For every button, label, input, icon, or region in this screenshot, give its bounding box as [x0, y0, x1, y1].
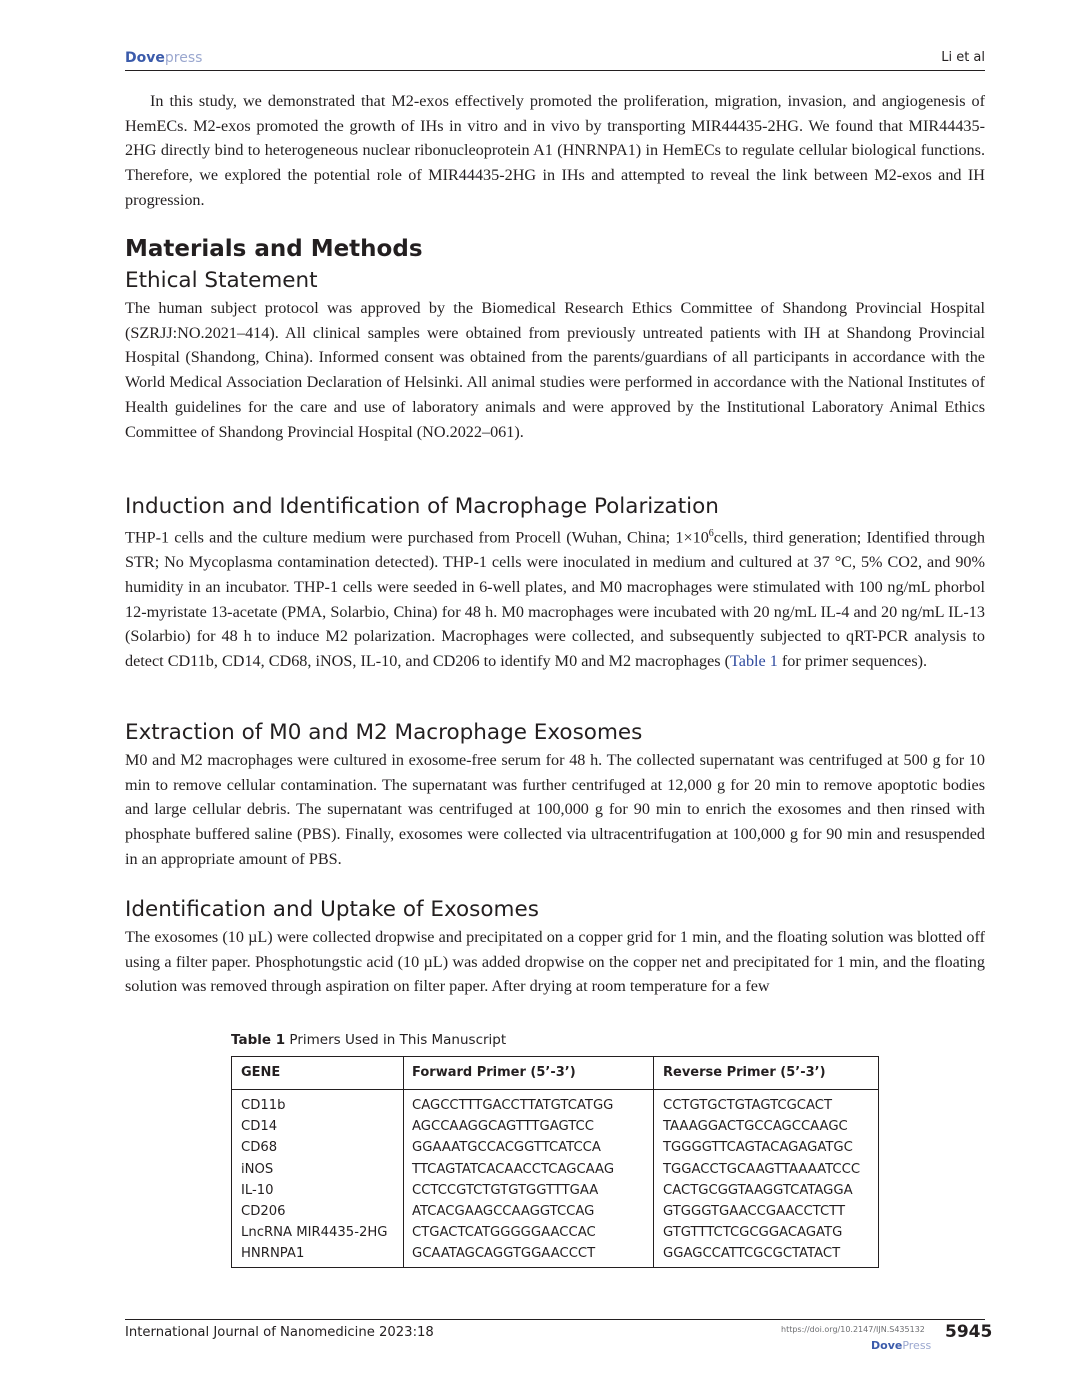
- doi-link[interactable]: https://doi.org/10.2147/IJN.S435132: [781, 1325, 925, 1334]
- table-cell-reverse: TGGACCTGCAAGTTAAAATCCC: [663, 1161, 861, 1177]
- subheading-uptake: Identification and Uptake of Exosomes: [125, 897, 539, 922]
- table-header-forward: Forward Primer (5’-3’): [412, 1065, 576, 1080]
- page-number: 5945: [945, 1322, 993, 1342]
- section-heading-materials-methods: Materials and Methods: [125, 236, 423, 262]
- table-cell-gene: IL-10: [241, 1182, 274, 1198]
- table-cell-reverse: GTGGGTGAACCGAACCTCTT: [663, 1204, 846, 1220]
- footer-publisher-logo: [871, 1339, 931, 1352]
- subheading-induction: Induction and Identification of Macrophage Polarization: [125, 494, 719, 519]
- table-cell-reverse: CCTGTGCTGTAGTCGCACT: [663, 1098, 833, 1113]
- publisher-logo-main: Dove: [125, 50, 165, 66]
- table-cell-forward: AGCCAAGGCAGTTTGAGTCC: [412, 1119, 594, 1135]
- publisher-logo: [125, 50, 202, 66]
- table-cell-gene: iNOS: [241, 1161, 274, 1177]
- journal-citation: International Journal of Nanomedicine 2023:18: [125, 1325, 434, 1340]
- table-cell-reverse: CACTGCGGTAAGGTCATAGGA: [663, 1182, 853, 1198]
- table-header-reverse: Reverse Primer (5’-3’): [663, 1065, 826, 1080]
- primers-table: [231, 1056, 879, 1268]
- subheading-ethical-statement: Ethical Statement: [125, 268, 318, 293]
- table-caption-title: Primers Used in This Manuscript: [289, 1032, 507, 1048]
- footer-rule: [125, 1319, 985, 1320]
- induction-exponent: 6: [708, 528, 714, 539]
- table-cell-forward: GCAATAGCAGGTGGAACCCT: [412, 1246, 596, 1262]
- table-cell-gene: HNRNPA1: [241, 1246, 305, 1262]
- table-cell-gene: CD68: [241, 1140, 278, 1156]
- table-cell-gene: CD11b: [241, 1098, 286, 1113]
- table-cell-reverse: GTGTTTCTCGCGGACAGATG: [663, 1225, 843, 1241]
- table-cell-forward: CAGCCTTTGACCTTATGTCATGG: [412, 1098, 614, 1113]
- table-cell-forward: CTGACTCATGGGGGAACCAC: [412, 1225, 596, 1241]
- subheading-extraction: Extraction of M0 and M2 Macrophage Exosomes: [125, 720, 643, 745]
- induction-paragraph: [125, 522, 985, 674]
- table-1-link[interactable]: Table 1: [730, 651, 778, 670]
- table-cell-reverse: TAAAGGACTGCCAGCCAAGC: [663, 1119, 848, 1135]
- induction-text-a: THP-1 cells and the culture medium were purchased from Procell (Wuhan, China; 1×10: [125, 528, 709, 547]
- table-cell-forward: GGAAATGCCACGGTTCATCCA: [412, 1140, 601, 1156]
- table-cell-forward: ATCACGAAGCCAAGGTCCAG: [412, 1204, 595, 1220]
- induction-text-c: for primer sequences).: [777, 651, 928, 670]
- table-caption: [231, 1032, 506, 1048]
- table-cell-gene: CD206: [241, 1204, 286, 1220]
- table-cell-reverse: TGGGGTTCAGTACAGAGATGC: [663, 1140, 853, 1156]
- table-cell-gene: CD14: [241, 1119, 278, 1135]
- table-cell-forward: TTCAGTATCACAACCTCAGCAAG: [412, 1161, 615, 1177]
- running-header: [125, 46, 985, 71]
- uptake-paragraph: The exosomes (10 µL) were collected dropwise and precipitated on a copper grid for 1 min, and the floating solution was blotted off using a filter paper. Phosphotungstic acid (10 µL) was added dropwise on the copper net and precipitated for 1 min, and the floating solution was removed through aspiration on filter paper. After drying at room temperature for a few: [125, 928, 985, 996]
- table-cell-gene: LncRNA MIR4435-2HG: [241, 1225, 388, 1241]
- running-authors: Li et al: [941, 50, 985, 65]
- footer-logo-main: Dove: [871, 1339, 903, 1352]
- table-header-rule: [232, 1089, 878, 1090]
- extraction-paragraph: M0 and M2 macrophages were cultured in exosome-free serum for 48 h. The collected supernatant was centrifuged at 500 g for 10 min to remove cellular contamination. The supernatant was further centrifuged at 12,000 g for 20 min to remove apoptotic bodies and large cellular debris. The supernatant was centrifuged at 100,000 g for 90 min to enrich the exosomes and then rinsed with phosphate buffered saline (PBS). Finally, exosomes were collected via ultracentrifugation at 100,000 g for 90 min and resuspended in an appropriate amount of PBS.: [125, 751, 985, 868]
- table-cell-forward: CCTCCGTCTGTGTGGTTTGAA: [412, 1182, 599, 1198]
- footer-logo-suffix: Press: [902, 1339, 932, 1352]
- reverse-primer-column: [663, 1095, 860, 1265]
- intro-paragraph: In this study, we demonstrated that M2-exos effectively promoted the proliferation, migration, invasion, and angiogenesis of HemECs. M2-exos promoted the growth of IHs in vitro and in vivo by transporting MIR44435-2HG. We found that MIR44435-2HG directly bind to heterogeneous nuclear ribonucleoprotein A1 (HNRNPA1) in HemECs to regulate cellular biological functions. Therefore, we explored the potential role of MIR44435-2HG in IHs and attempted to reveal the link between M2-exos and IH progression.: [125, 92, 985, 209]
- ethics-paragraph: The human subject protocol was approved by the Biomedical Research Ethics Committee of Shandong Provincial Hospital (SZRJJ:NO.2021–414). All clinical samples were obtained from previously untreated patients with IH at Shandong Provincial Hospital (Shandong, China). Informed consent was obtained from the parents/guardians of all participants in accordance with the World Medical Association Declaration of Helsinki. All animal studies were performed in accordance with the National Institutes of Health guidelines for the care and use of laboratory animals and were approved by the Institutional Laboratory Animal Ethics Committee of Shandong Provincial Hospital (NO.2022–061).: [125, 299, 985, 441]
- table-caption-label: Table 1: [231, 1032, 286, 1048]
- gene-column: [241, 1095, 387, 1265]
- publisher-logo-suffix: press: [164, 50, 203, 66]
- induction-text-b: cells, third generation; Identified through STR; No Mycoplasma contamination detected). THP-1 cells were inoculated in medium and cultured at 37 °C, 5% CO2, and 90% humidity in an incubator. THP-1 cells were seeded in 6-well plates, and M0 macrophages were stimulated with 100 ng/mL phorbol 12-myristate 13-acetate (PMA, Solarbio, China) for 48 h. M0 macrophages were incubated with 20 ng/mL IL-4 and 20 ng/mL IL-13 (Solarbio) for 48 h to induce M2 polarization. Macrophages were collected, and subsequently subjected to qRT-PCR analysis to detect CD11b, CD14, CD68, iNOS, IL-10, and CD206 to identify M0 and M2 macrophages (: [125, 528, 985, 670]
- table-cell-reverse: GGAGCCATTCGCGCTATACT: [663, 1246, 841, 1262]
- forward-primer-column: [412, 1095, 614, 1265]
- table-header-gene: GENE: [241, 1065, 281, 1080]
